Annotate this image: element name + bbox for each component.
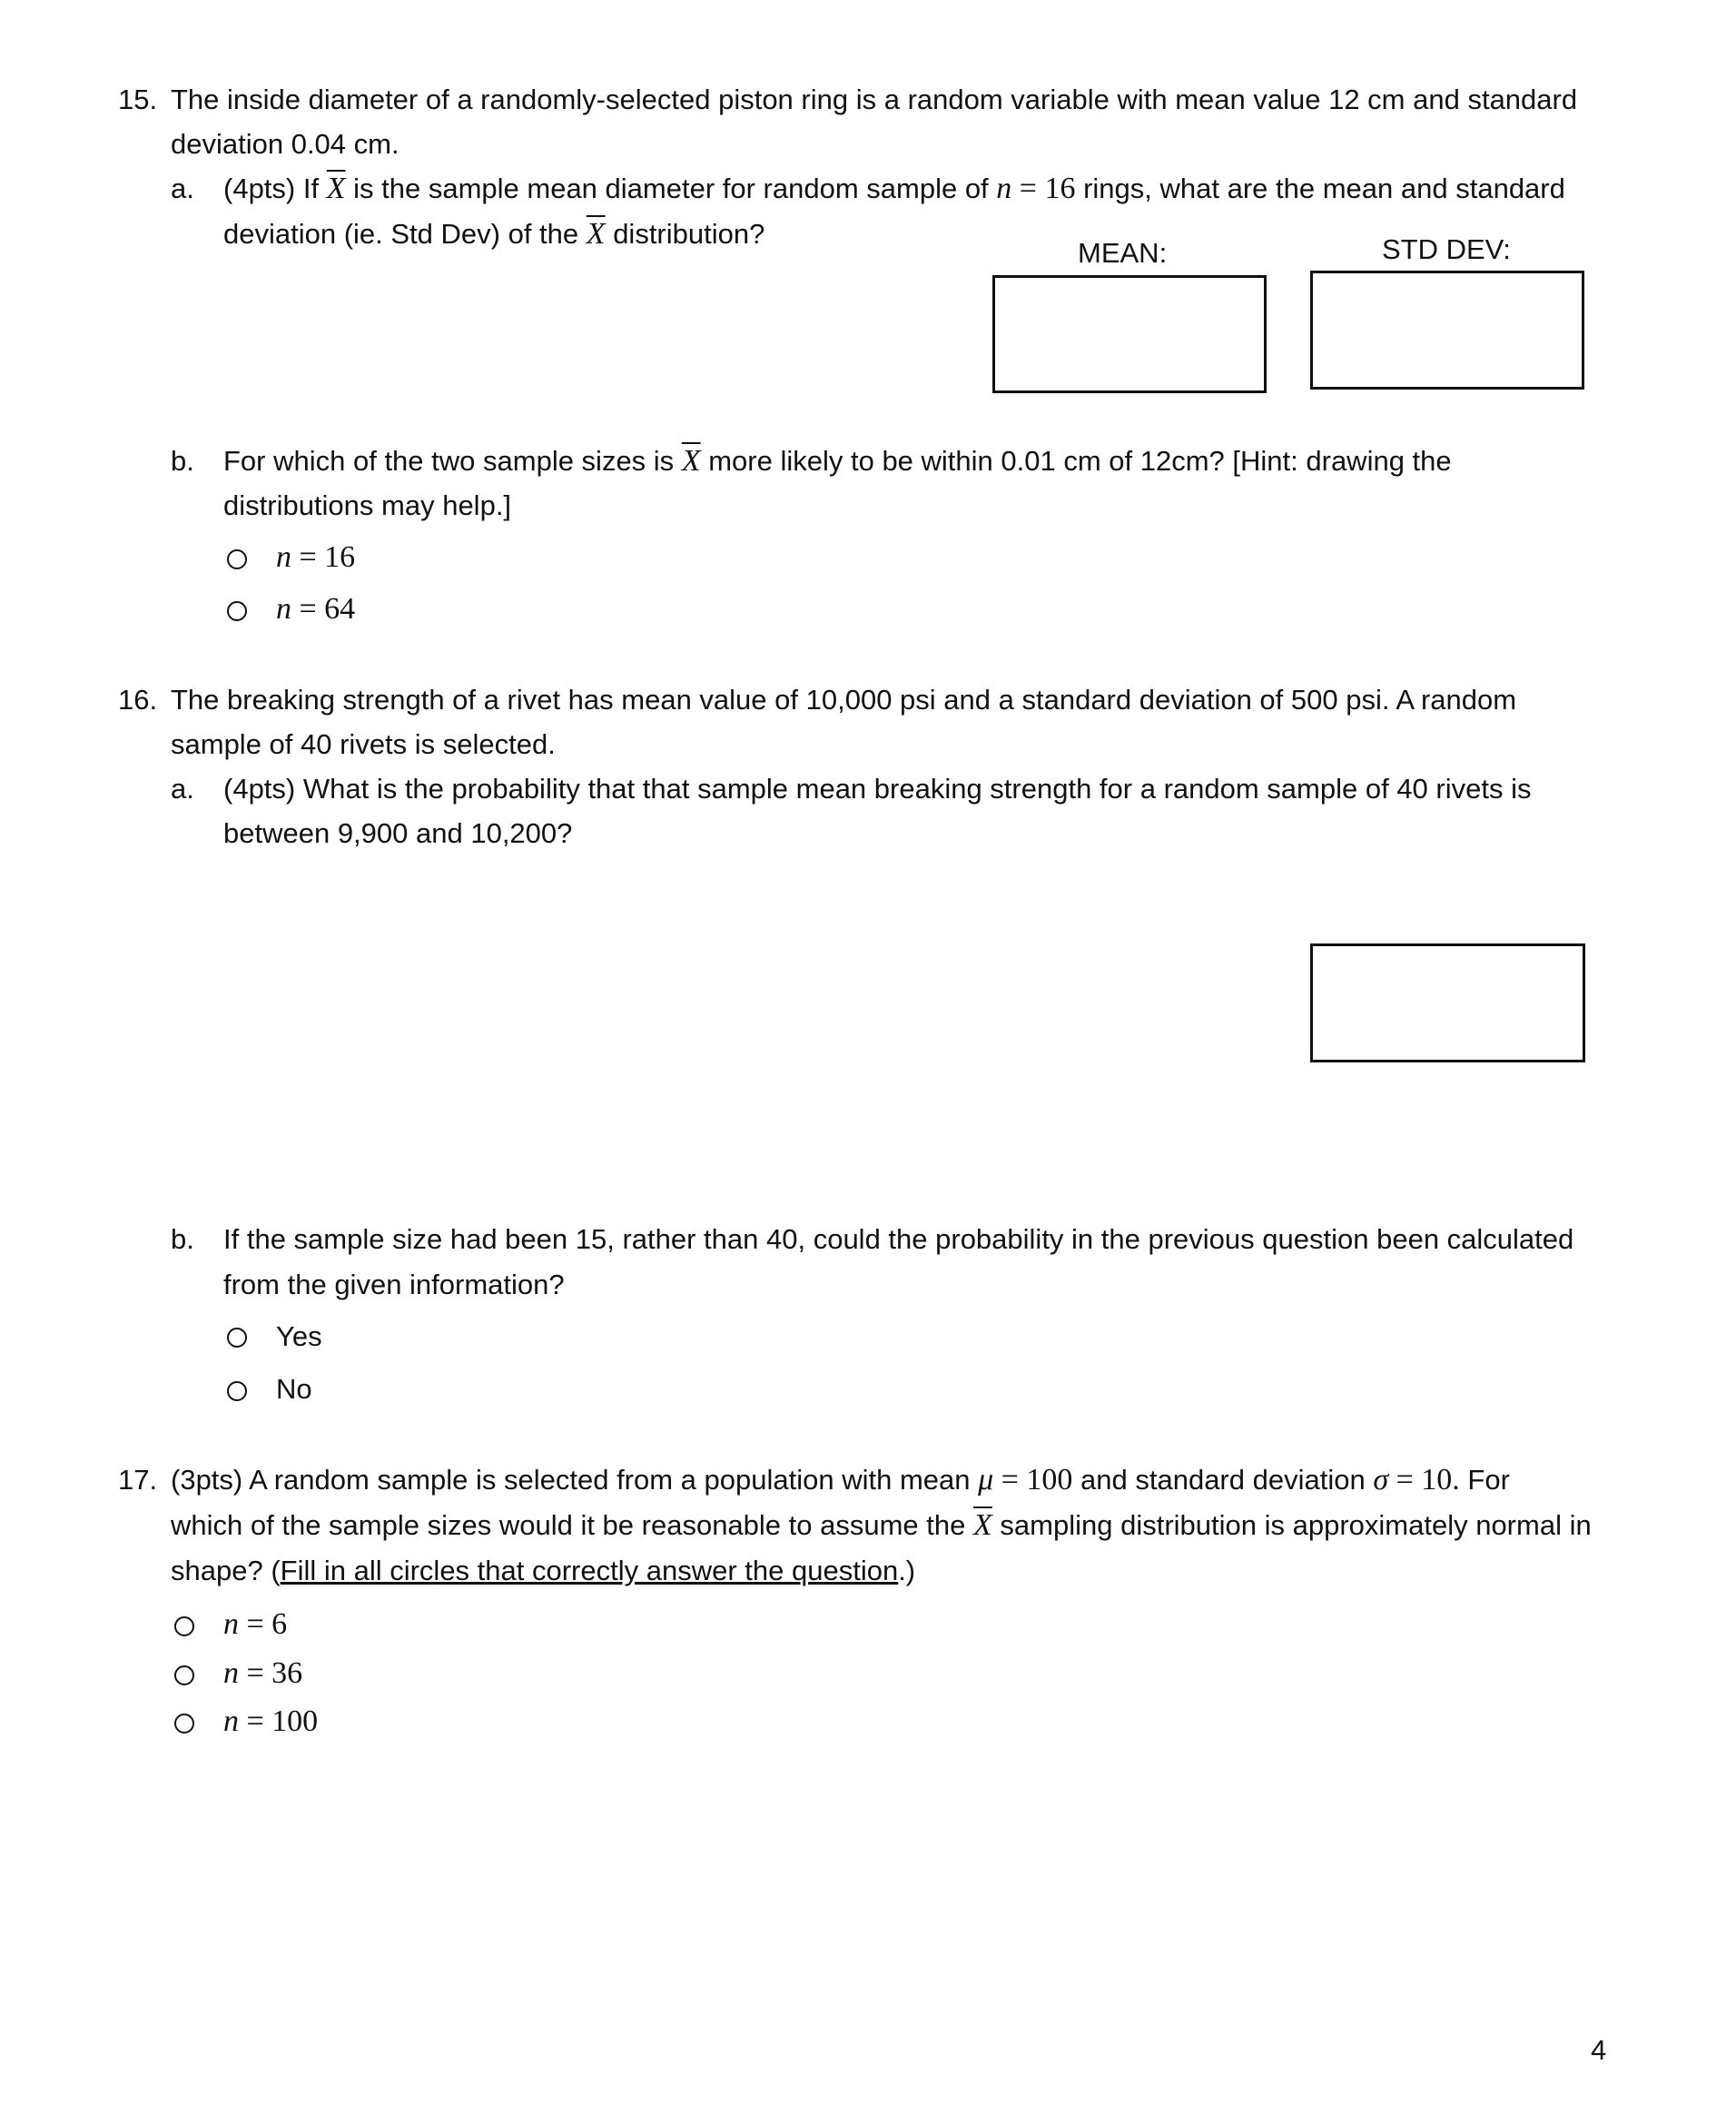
q16a-line1: (4pts) What is the probability that that sample mean breaking strength for a random sample of 40 rivets is bbox=[223, 773, 1532, 805]
q15-number: 15. bbox=[118, 84, 158, 115]
option-n36 bbox=[223, 1655, 302, 1692]
option-n6-value: = 6 bbox=[239, 1607, 288, 1641]
mean-label: MEAN: bbox=[1078, 237, 1168, 269]
q15a-label: a. bbox=[171, 173, 194, 204]
q17-line1-end: For bbox=[1459, 1464, 1510, 1496]
q17-line2 bbox=[171, 1507, 1592, 1544]
sigma-symbol: σ bbox=[1373, 1463, 1389, 1497]
mu-equals: = 100 bbox=[993, 1463, 1073, 1497]
std-dev-label: STD DEV: bbox=[1382, 233, 1511, 265]
q15b-line2: distributions may help.] bbox=[223, 489, 512, 521]
q15b-start: For which of the two sample sizes is bbox=[223, 445, 675, 477]
option-circle-n100[interactable] bbox=[174, 1714, 194, 1734]
n-variable: n bbox=[996, 172, 1012, 205]
q17-line3-end: .) bbox=[898, 1555, 916, 1586]
q15a-pts: (4pts) If bbox=[223, 173, 320, 204]
option-yes: Yes bbox=[276, 1320, 322, 1352]
q17-line2-start: which of the sample sizes would it be reasonable to assume the bbox=[171, 1509, 966, 1541]
option-n64 bbox=[276, 591, 355, 627]
page-number: 4 bbox=[1591, 2034, 1607, 2066]
q17-number: 17. bbox=[118, 1464, 158, 1496]
q15a-line2-start: deviation (ie. Std Dev) of the bbox=[223, 218, 579, 250]
n-variable: n bbox=[276, 540, 291, 574]
n-variable: n bbox=[223, 1704, 239, 1738]
q15b-label: b. bbox=[171, 445, 194, 477]
xbar-symbol: $\overline{X}$ bbox=[586, 217, 606, 251]
option-circle-n6[interactable] bbox=[174, 1616, 194, 1636]
probability-answer-box[interactable] bbox=[1310, 943, 1585, 1062]
instruction-underlined: Fill in all circles that correctly answer the question bbox=[280, 1555, 899, 1586]
mean-answer-box[interactable] bbox=[992, 275, 1267, 393]
option-no: No bbox=[276, 1373, 312, 1405]
q17-line1-start: (3pts) A random sample is selected from a population with mean bbox=[171, 1464, 971, 1496]
xbar-symbol: $\overline{X}$ bbox=[973, 1508, 992, 1542]
n-variable: n bbox=[276, 592, 291, 626]
q15a-line1 bbox=[223, 171, 1565, 207]
q17-line3 bbox=[171, 1553, 915, 1589]
n-variable: n bbox=[223, 1607, 239, 1641]
q16a-line2: between 9,900 and 10,200? bbox=[223, 817, 573, 849]
xbar-symbol: $\overline{X}$ bbox=[681, 444, 701, 478]
q16b-line1: If the sample size had been 15, rather than 40, could the probability in the previous question been calculated bbox=[223, 1223, 1574, 1255]
option-n100-value: = 100 bbox=[239, 1704, 319, 1738]
q15a-line2 bbox=[223, 216, 764, 252]
q15b-line1 bbox=[223, 443, 1452, 479]
option-n100 bbox=[223, 1704, 318, 1740]
q16b-line2: from the given information? bbox=[223, 1269, 565, 1300]
q15a-mid: is the sample mean diameter for random sample of bbox=[353, 173, 989, 204]
option-n16 bbox=[276, 539, 355, 576]
option-circle-yes[interactable] bbox=[227, 1328, 247, 1348]
option-n16-value: = 16 bbox=[291, 540, 356, 574]
q16-text-line1: The breaking strength of a rivet has mean value of 10,000 psi and a standard deviation of 500 psi. A random bbox=[171, 684, 1517, 716]
q16a-label: a. bbox=[171, 773, 194, 805]
option-n64-value: = 64 bbox=[291, 592, 356, 626]
option-circle-n64[interactable] bbox=[227, 601, 247, 621]
xbar-symbol: $\overline{X}$ bbox=[326, 172, 346, 205]
option-circle-no[interactable] bbox=[227, 1381, 247, 1401]
q17-line1 bbox=[171, 1462, 1510, 1498]
q15-text-line1: The inside diameter of a randomly-selected piston ring is a random variable with mean value 12 cm and standard bbox=[171, 84, 1578, 115]
q15-text-line2: deviation 0.04 cm. bbox=[171, 128, 399, 160]
q17-line3-start: shape? ( bbox=[171, 1555, 281, 1586]
q15a-line2-end: distribution? bbox=[613, 218, 765, 250]
q15a-end: rings, what are the mean and standard bbox=[1075, 173, 1565, 204]
option-circle-n16[interactable] bbox=[227, 549, 247, 569]
option-n36-value: = 36 bbox=[239, 1656, 303, 1690]
q16-number: 16. bbox=[118, 684, 158, 716]
std-dev-answer-box[interactable] bbox=[1310, 271, 1584, 390]
option-circle-n36[interactable] bbox=[174, 1665, 194, 1685]
sigma-equals: = 10. bbox=[1388, 1463, 1460, 1497]
q16-text-line2: sample of 40 rivets is selected. bbox=[171, 728, 556, 760]
n-variable: n bbox=[223, 1656, 239, 1690]
q17-line1-mid: and standard deviation bbox=[1072, 1464, 1366, 1496]
q15b-end: more likely to be within 0.01 cm of 12cm? [Hint: drawing the bbox=[708, 445, 1452, 477]
q16b-label: b. bbox=[171, 1223, 194, 1255]
n-equals: = 16 bbox=[1011, 172, 1076, 205]
mu-symbol: μ bbox=[978, 1463, 994, 1497]
option-n6 bbox=[223, 1606, 287, 1643]
q17-line2-end: sampling distribution is approximately normal in bbox=[1000, 1509, 1592, 1541]
